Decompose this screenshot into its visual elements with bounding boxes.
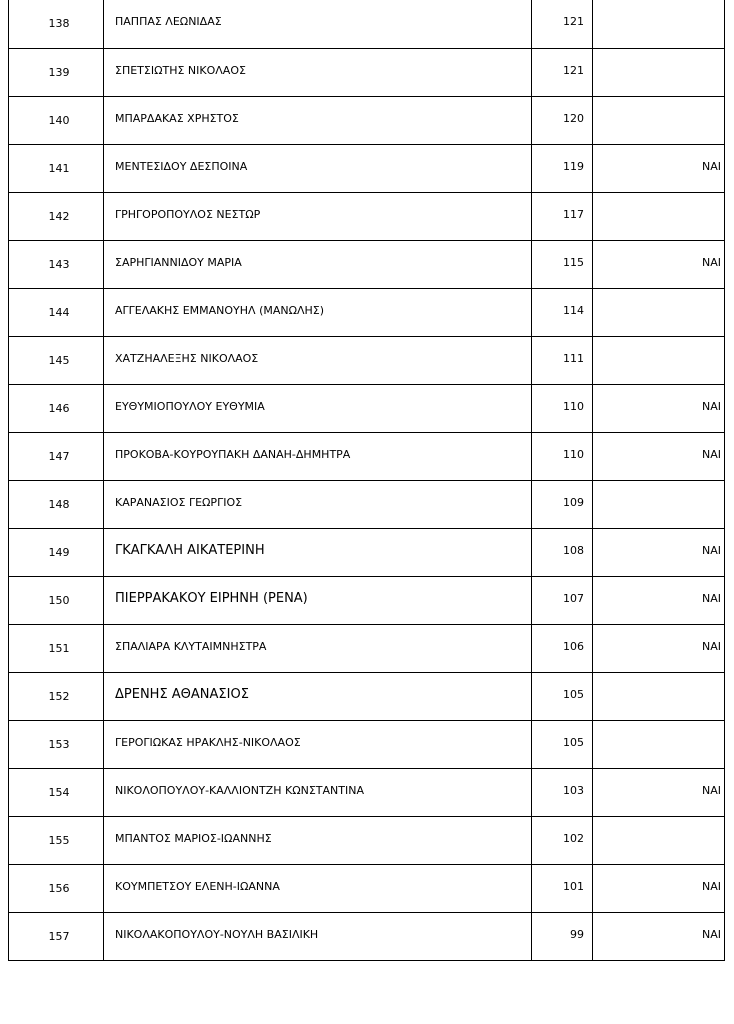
flag-cell: [593, 288, 725, 336]
name-cell: ΓΚΑΓΚΑΛΗ ΑΙΚΑΤΕΡΙΝΗ: [104, 528, 532, 576]
table-row: [9, 144, 725, 192]
flag-cell: ΝΑΙ: [593, 240, 725, 288]
flag-cell: [593, 0, 725, 48]
score-cell: 111: [532, 336, 593, 384]
table-row: [9, 240, 725, 288]
score-cell: 121: [532, 48, 593, 96]
flag-cell: ΝΑΙ: [593, 144, 725, 192]
table-row: [9, 96, 725, 144]
table-row: [9, 816, 725, 864]
rank-cell: 147: [9, 432, 104, 480]
name-cell: ΠΡΟΚΟΒΑ-ΚΟΥΡΟΥΠΑΚΗ ΔΑΝΑΗ-ΔΗΜΗΤΡΑ: [104, 432, 532, 480]
name-cell: ΜΠΑΝΤΟΣ ΜΑΡΙΟΣ-ΙΩΑΝΝΗΣ: [104, 816, 532, 864]
name-cell: ΝΙΚΟΛΟΠΟΥΛΟΥ-ΚΑΛΛΙΟΝΤΖΗ ΚΩΝΣΤΑΝΤΙΝΑ: [104, 768, 532, 816]
score-cell: 110: [532, 432, 593, 480]
score-cell: 105: [532, 672, 593, 720]
table-row: [9, 720, 725, 768]
name-cell: ΜΠΑΡΔΑΚΑΣ ΧΡΗΣΤΟΣ: [104, 96, 532, 144]
results-table: [8, 0, 725, 961]
rank-cell: 140: [9, 96, 104, 144]
table-row: [9, 192, 725, 240]
rank-cell: 145: [9, 336, 104, 384]
table-row: [9, 672, 725, 720]
flag-cell: [593, 336, 725, 384]
flag-cell: ΝΑΙ: [593, 384, 725, 432]
table-row: [9, 336, 725, 384]
rank-cell: 154: [9, 768, 104, 816]
flag-cell: ΝΑΙ: [593, 528, 725, 576]
table-row: [9, 48, 725, 96]
name-cell: ΕΥΘΥΜΙΟΠΟΥΛΟΥ ΕΥΘΥΜΙΑ: [104, 384, 532, 432]
rank-cell: 150: [9, 576, 104, 624]
score-cell: 102: [532, 816, 593, 864]
score-cell: 114: [532, 288, 593, 336]
score-cell: 117: [532, 192, 593, 240]
score-cell: 99: [532, 912, 593, 960]
score-cell: 110: [532, 384, 593, 432]
score-cell: 103: [532, 768, 593, 816]
score-cell: 107: [532, 576, 593, 624]
flag-cell: ΝΑΙ: [593, 576, 725, 624]
rank-cell: 143: [9, 240, 104, 288]
name-cell: ΔΡΕΝΗΣ ΑΘΑΝΑΣΙΟΣ: [104, 672, 532, 720]
name-cell: ΚΟΥΜΠΕΤΣΟΥ ΕΛΕΝΗ-ΙΩΑΝΝΑ: [104, 864, 532, 912]
rank-cell: 141: [9, 144, 104, 192]
score-cell: 121: [532, 0, 593, 48]
table-row: [9, 576, 725, 624]
table-row: [9, 864, 725, 912]
rank-cell: 156: [9, 864, 104, 912]
score-cell: 106: [532, 624, 593, 672]
flag-cell: [593, 816, 725, 864]
rank-cell: 151: [9, 624, 104, 672]
table-row: [9, 432, 725, 480]
rank-cell: 139: [9, 48, 104, 96]
flag-cell: ΝΑΙ: [593, 912, 725, 960]
rank-cell: 138: [9, 0, 104, 48]
name-cell: ΓΕΡΟΓΙΩΚΑΣ ΗΡΑΚΛΗΣ-ΝΙΚΟΛΑΟΣ: [104, 720, 532, 768]
name-cell: ΜΕΝΤΕΣΙΔΟΥ ΔΕΣΠΟΙΝΑ: [104, 144, 532, 192]
table-row: [9, 912, 725, 960]
rank-cell: 149: [9, 528, 104, 576]
score-cell: 101: [532, 864, 593, 912]
table-row: [9, 384, 725, 432]
table-row: [9, 288, 725, 336]
rank-cell: 146: [9, 384, 104, 432]
flag-cell: [593, 720, 725, 768]
flag-cell: ΝΑΙ: [593, 624, 725, 672]
flag-cell: ΝΑΙ: [593, 864, 725, 912]
name-cell: ΠΑΠΠΑΣ ΛΕΩΝΙΔΑΣ: [104, 0, 532, 48]
score-cell: 115: [532, 240, 593, 288]
flag-cell: [593, 480, 725, 528]
flag-cell: [593, 192, 725, 240]
name-cell: ΝΙΚΟΛΑΚΟΠΟΥΛΟΥ-ΝΟΥΛΗ ΒΑΣΙΛΙΚΗ: [104, 912, 532, 960]
flag-cell: [593, 672, 725, 720]
score-cell: 105: [532, 720, 593, 768]
score-cell: 109: [532, 480, 593, 528]
rank-cell: 157: [9, 912, 104, 960]
score-cell: 119: [532, 144, 593, 192]
table-row: [9, 480, 725, 528]
name-cell: ΚΑΡΑΝΑΣΙΟΣ ΓΕΩΡΓΙΟΣ: [104, 480, 532, 528]
name-cell: ΓΡΗΓΟΡΟΠΟΥΛΟΣ ΝΕΣΤΩΡ: [104, 192, 532, 240]
rank-cell: 153: [9, 720, 104, 768]
table-row: [9, 0, 725, 48]
rank-cell: 148: [9, 480, 104, 528]
name-cell: ΑΓΓΕΛΑΚΗΣ ΕΜΜΑΝΟΥΗΛ (ΜΑΝΩΛΗΣ): [104, 288, 532, 336]
name-cell: ΣΠΑΛΙΑΡΑ ΚΛΥΤΑΙΜΝΗΣΤΡΑ: [104, 624, 532, 672]
table-row: [9, 528, 725, 576]
name-cell: ΧΑΤΖΗΑΛΕΞΗΣ ΝΙΚΟΛΑΟΣ: [104, 336, 532, 384]
table-row: [9, 624, 725, 672]
flag-cell: [593, 48, 725, 96]
name-cell: ΣΑΡΗΓΙΑΝΝΙΔΟΥ ΜΑΡΙΑ: [104, 240, 532, 288]
name-cell: ΣΠΕΤΣΙΩΤΗΣ ΝΙΚΟΛΑΟΣ: [104, 48, 532, 96]
flag-cell: ΝΑΙ: [593, 768, 725, 816]
flag-cell: ΝΑΙ: [593, 432, 725, 480]
rank-cell: 144: [9, 288, 104, 336]
rank-cell: 155: [9, 816, 104, 864]
flag-cell: [593, 96, 725, 144]
table-row: [9, 768, 725, 816]
score-cell: 120: [532, 96, 593, 144]
name-cell: ΠΙΕΡΡΑΚΑΚΟΥ ΕΙΡΗΝΗ (ΡΕΝΑ): [104, 576, 532, 624]
rank-cell: 152: [9, 672, 104, 720]
score-cell: 108: [532, 528, 593, 576]
results-table-body: [9, 0, 725, 960]
rank-cell: 142: [9, 192, 104, 240]
